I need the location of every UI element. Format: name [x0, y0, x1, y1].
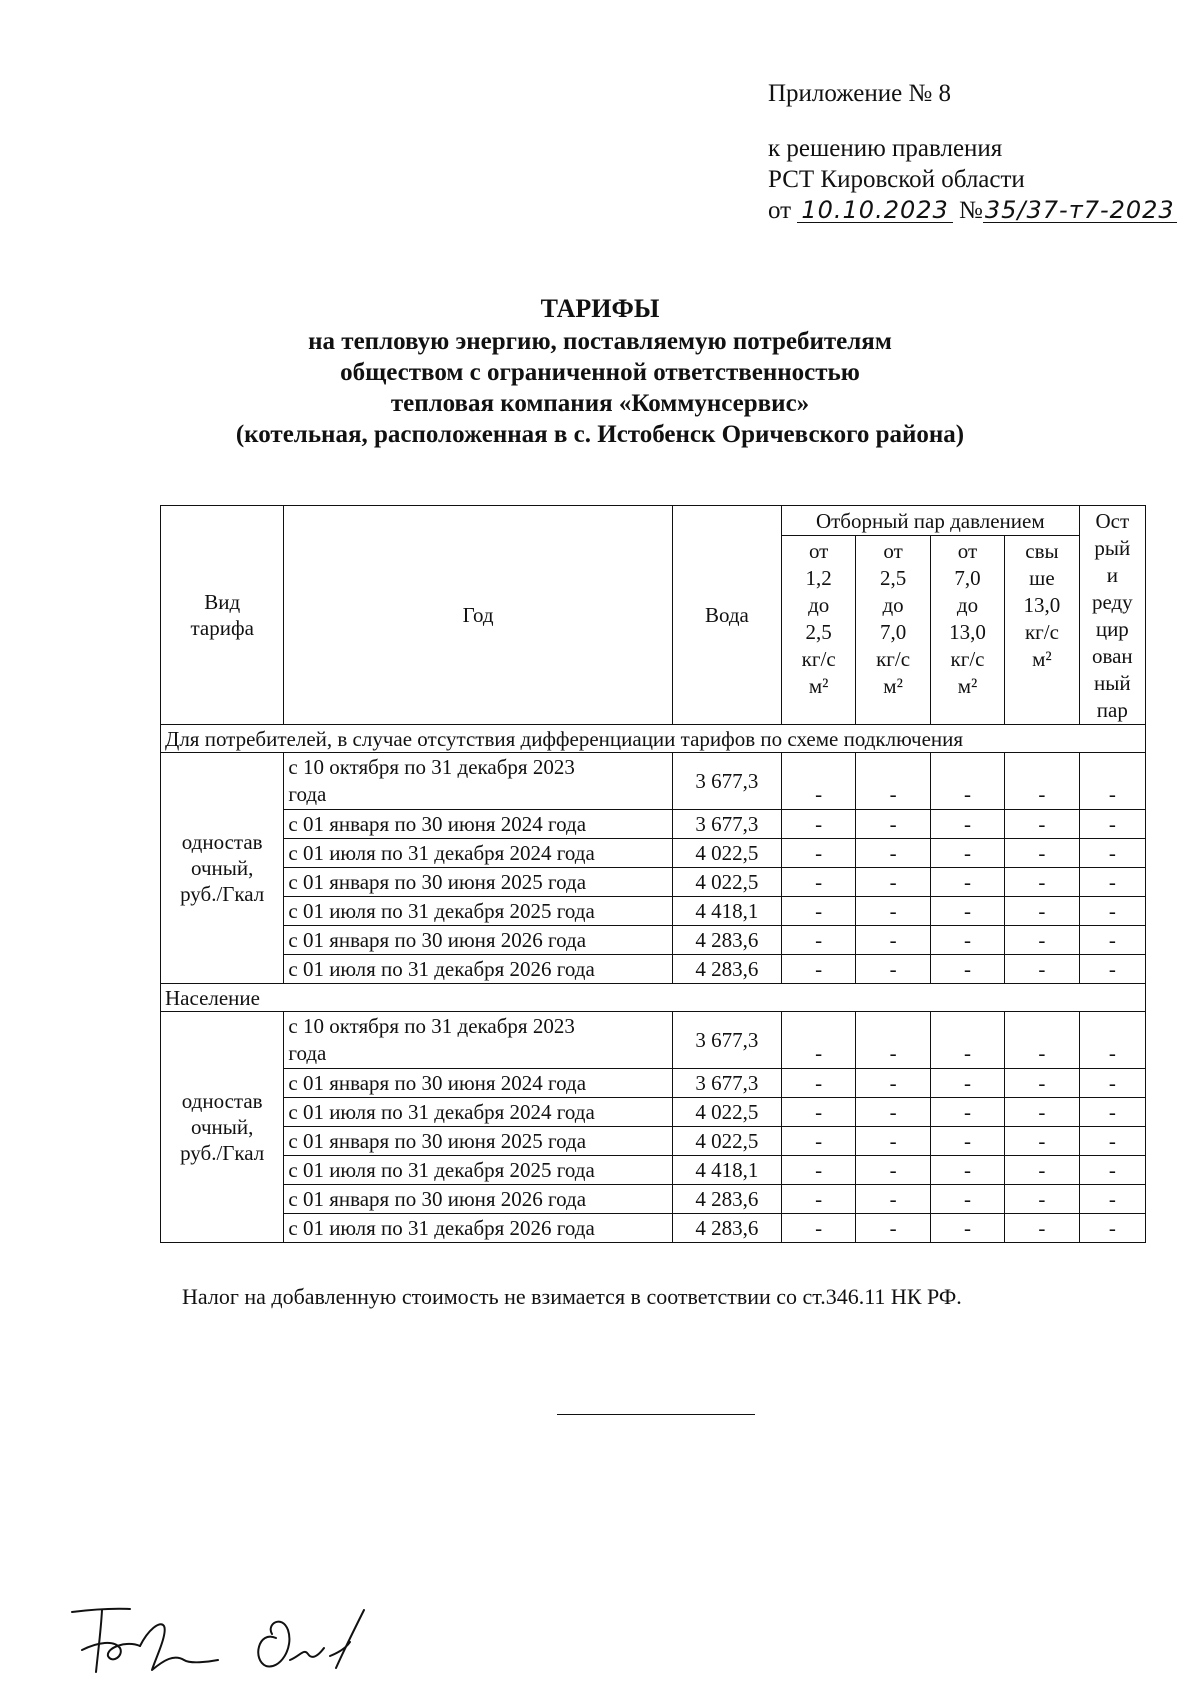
water-tariff-cell: 4 283,6: [672, 926, 781, 955]
steam-tariff-cell: -: [856, 1214, 930, 1243]
steam-tariff-cell: -: [930, 810, 1004, 839]
water-tariff-cell: 4 418,1: [672, 897, 781, 926]
tariff-type-line: очный,: [191, 856, 254, 880]
title-main: ТАРИФЫ: [540, 294, 660, 323]
steam-tariff-cell: -: [856, 955, 930, 984]
header-steam-line: 7,0: [954, 566, 981, 590]
steam-tariff-cell: -: [856, 926, 930, 955]
period-cell: [284, 1156, 672, 1185]
steam-tariff-cell: -: [856, 1127, 930, 1156]
header-ostry-line: цир: [1095, 617, 1129, 641]
appendix-number: Приложение № 8: [768, 80, 952, 107]
header-voda: Вода: [672, 506, 781, 725]
steam-tariff-cell: -: [930, 897, 1004, 926]
steam-tariff-cell: -: [856, 810, 930, 839]
header-ostry-line: и: [1106, 563, 1118, 587]
period-line: с 01 января по 30 июня 2025 года: [288, 869, 587, 894]
decision-date-line: [768, 195, 1177, 226]
steam-tariff-cell: -: [1005, 1185, 1079, 1214]
steam-tariff-cell: -: [781, 1127, 855, 1156]
period-cell: [284, 926, 672, 955]
header-steam-line: кг/с: [801, 647, 836, 671]
steam-tariff-cell: -: [930, 1156, 1004, 1185]
steam-tariff-cell: -: [856, 1185, 930, 1214]
steam-tariff-cell: -: [930, 839, 1004, 868]
header-steam-line: м²: [957, 674, 978, 698]
section-header-row: [161, 725, 1146, 753]
header-ostry-line: ный: [1094, 671, 1131, 695]
table-row: [161, 868, 1146, 897]
header-steam-line: 13,0: [949, 620, 986, 644]
steam-tariff-cell: -: [781, 1156, 855, 1185]
header-steam-line: от: [883, 539, 903, 563]
table-row: [161, 955, 1146, 984]
header-vid: [161, 506, 284, 725]
steam-tariff-cell: -: [1005, 1098, 1079, 1127]
period-line: с 10 октября по 31 декабря 2023: [288, 755, 575, 779]
period-cell: [284, 1069, 672, 1098]
steam-tariff-cell: -: [1005, 926, 1079, 955]
water-tariff-cell: 4 022,5: [672, 839, 781, 868]
period-line: с 01 июля по 31 декабря 2025 года: [288, 898, 595, 923]
steam-tariff-cell: -: [930, 1214, 1004, 1243]
header-steam-line: 1,2: [805, 566, 832, 590]
decision-date: 10.10.2023: [797, 198, 952, 223]
water-tariff-cell: 3 677,3: [672, 753, 781, 810]
table-row: [161, 839, 1146, 868]
water-tariff-cell: 3 677,3: [672, 1012, 781, 1069]
steam-tariff-cell: -: [781, 1214, 855, 1243]
header-steam-line: до: [956, 593, 979, 617]
steam-tariff-cell: -: [1005, 955, 1079, 984]
steam-tariff-cell: -: [1079, 868, 1145, 897]
title-line-1: на тепловую энергию, поставляемую потребителям: [308, 328, 892, 355]
header-steam-line: м²: [808, 674, 829, 698]
period-cell: [284, 1127, 672, 1156]
period-cell: [284, 839, 672, 868]
header-steam-4: [1005, 536, 1079, 725]
tariff-type-line: очный,: [191, 1115, 254, 1139]
steam-tariff-cell: -: [856, 1098, 930, 1127]
vat-footnote: Налог на добавленную стоимость не взимается в соответствии со ст.346.11 НК РФ.: [182, 1284, 962, 1309]
steam-tariff-cell: -: [1079, 1098, 1145, 1127]
header-steam-line: м²: [1032, 647, 1052, 671]
steam-tariff-cell: -: [1079, 1214, 1145, 1243]
header-steam-line: кг/с: [950, 647, 985, 671]
steam-tariff-cell: -: [781, 955, 855, 984]
header-ostry-line: Ост: [1095, 509, 1130, 533]
steam-tariff-cell: -: [930, 753, 1004, 810]
steam-tariff-cell: -: [1079, 753, 1145, 810]
tariff-type-line: руб./Гкал: [180, 1141, 265, 1165]
period-line: с 01 июля по 31 декабря 2026 года: [288, 956, 595, 981]
water-tariff-cell: 4 283,6: [672, 1185, 781, 1214]
header-ostry: [1079, 506, 1145, 725]
header-ostry-line: рый: [1094, 536, 1131, 560]
table-row: [161, 1098, 1146, 1127]
table-header-row: [161, 506, 1146, 536]
period-cell: [284, 868, 672, 897]
end-of-document-line: [557, 1414, 755, 1415]
steam-tariff-cell: -: [781, 1069, 855, 1098]
water-tariff-cell: 4 283,6: [672, 1214, 781, 1243]
table-row: [161, 1214, 1146, 1243]
period-line: с 01 января по 30 июня 2025 года: [288, 1128, 587, 1153]
period-line: с 01 января по 30 июня 2024 года: [288, 811, 587, 836]
steam-tariff-cell: -: [930, 1012, 1004, 1069]
header-steam-group: Отборный пар давлением: [781, 506, 1079, 536]
steam-tariff-cell: -: [781, 839, 855, 868]
period-line: года: [288, 1041, 327, 1065]
water-tariff-cell: 4 022,5: [672, 1098, 781, 1127]
period-line: с 01 января по 30 июня 2026 года: [288, 927, 587, 952]
steam-tariff-cell: -: [856, 868, 930, 897]
tariff-type-line: одностав: [181, 1089, 263, 1113]
header-steam-line: от: [957, 539, 978, 563]
steam-tariff-cell: -: [1079, 926, 1145, 955]
steam-tariff-cell: -: [781, 1185, 855, 1214]
table-row: [161, 926, 1146, 955]
tariff-type-line: одностав: [181, 830, 263, 854]
table-row: [161, 1156, 1146, 1185]
header-ostry-line: ован: [1091, 644, 1133, 668]
approval-header: [768, 78, 1177, 226]
header-steam-line: ше: [1029, 566, 1055, 590]
period-line: с 01 января по 30 июня 2024 года: [288, 1070, 587, 1095]
title-line-3: тепловая компания «Коммунсервис»: [390, 390, 810, 417]
steam-tariff-cell: -: [856, 839, 930, 868]
signature-image: [68, 1590, 428, 1680]
decision-number: 35/37-т7-2023: [984, 196, 1175, 224]
steam-tariff-cell: -: [781, 1012, 855, 1069]
steam-tariff-cell: -: [930, 1185, 1004, 1214]
header-steam-line: кг/с: [1024, 620, 1059, 644]
steam-tariff-cell: -: [1005, 753, 1079, 810]
steam-tariff-cell: -: [1079, 1185, 1145, 1214]
steam-tariff-cell: -: [1005, 810, 1079, 839]
header-ostry-line: реду: [1091, 590, 1133, 614]
period-cell: [284, 810, 672, 839]
period-cell: [284, 1012, 672, 1069]
steam-tariff-cell: -: [930, 1069, 1004, 1098]
steam-tariff-cell: -: [781, 753, 855, 810]
section-title: Население: [161, 984, 1146, 1012]
period-cell: [284, 1214, 672, 1243]
steam-tariff-cell: -: [781, 810, 855, 839]
period-cell: [284, 1185, 672, 1214]
tariffs-table: [160, 505, 1146, 1243]
title-line-2: обществом с ограниченной ответственностью: [340, 359, 860, 386]
header-steam-line: кг/с: [876, 647, 911, 671]
tariff-type-cell: [161, 753, 284, 984]
from-prefix: от: [768, 197, 792, 224]
steam-tariff-cell: -: [856, 1012, 930, 1069]
header-steam-line: 2,5: [879, 566, 907, 590]
period-cell: [284, 1098, 672, 1127]
steam-tariff-cell: -: [1005, 1069, 1079, 1098]
header-steam-line: свы: [1025, 539, 1059, 563]
header-steam-line: 2,5: [805, 620, 832, 644]
steam-tariff-cell: -: [930, 1127, 1004, 1156]
decision-line-1: к решению правления: [768, 135, 1003, 162]
steam-tariff-cell: -: [1005, 1156, 1079, 1185]
steam-tariff-cell: -: [781, 1098, 855, 1127]
steam-tariff-cell: -: [1005, 868, 1079, 897]
period-line: с 01 июля по 31 декабря 2025 года: [288, 1157, 595, 1182]
header-steam-2: [856, 536, 930, 725]
steam-tariff-cell: -: [1079, 810, 1145, 839]
water-tariff-cell: 4 022,5: [672, 1127, 781, 1156]
header-steam-line: 13,0: [1023, 593, 1061, 617]
steam-tariff-cell: -: [856, 1069, 930, 1098]
steam-tariff-cell: -: [1005, 839, 1079, 868]
period-line: с 01 января по 30 июня 2026 года: [288, 1186, 587, 1211]
table-row: [161, 1012, 1146, 1069]
table-row: [161, 1069, 1146, 1098]
section-header-row: [161, 984, 1146, 1012]
steam-tariff-cell: -: [1005, 1127, 1079, 1156]
table-row: [161, 810, 1146, 839]
period-line: с 01 июля по 31 декабря 2024 года: [288, 1099, 595, 1124]
water-tariff-cell: 4 283,6: [672, 955, 781, 984]
steam-tariff-cell: -: [781, 926, 855, 955]
header-vid-line: тарифа: [190, 616, 254, 640]
steam-tariff-cell: -: [1079, 839, 1145, 868]
steam-tariff-cell: -: [1079, 1012, 1145, 1069]
water-tariff-cell: 4 022,5: [672, 868, 781, 897]
steam-tariff-cell: -: [856, 1156, 930, 1185]
tariff-type-line: руб./Гкал: [180, 882, 265, 906]
steam-tariff-cell: -: [1079, 1069, 1145, 1098]
header-vid-line: Вид: [204, 590, 241, 614]
table-row: [161, 1185, 1146, 1214]
table-row: [161, 1127, 1146, 1156]
header-steam-line: до: [882, 593, 904, 617]
number-prefix: №: [959, 197, 983, 224]
header-steam-1: [781, 536, 855, 725]
water-tariff-cell: 3 677,3: [672, 1069, 781, 1098]
water-tariff-cell: 3 677,3: [672, 810, 781, 839]
steam-tariff-cell: -: [781, 897, 855, 926]
header-god: Год: [284, 506, 672, 725]
period-line: с 01 июля по 31 декабря 2026 года: [288, 1215, 595, 1240]
steam-tariff-cell: -: [930, 868, 1004, 897]
steam-tariff-cell: -: [1005, 897, 1079, 926]
water-tariff-cell: 4 418,1: [672, 1156, 781, 1185]
steam-tariff-cell: -: [1005, 1012, 1079, 1069]
period-cell: [284, 897, 672, 926]
steam-tariff-cell: -: [930, 955, 1004, 984]
steam-tariff-cell: -: [1005, 1214, 1079, 1243]
steam-tariff-cell: -: [856, 897, 930, 926]
header-steam-line: м²: [883, 674, 903, 698]
steam-tariff-cell: -: [1079, 1156, 1145, 1185]
steam-tariff-cell: -: [930, 926, 1004, 955]
steam-tariff-cell: -: [930, 1098, 1004, 1127]
period-line: года: [288, 782, 327, 806]
tariff-type-cell: [161, 1012, 284, 1243]
header-steam-line: от: [808, 539, 829, 563]
decision-line-2: РСТ Кировской области: [768, 166, 1025, 193]
period-cell: [284, 955, 672, 984]
steam-tariff-cell: -: [781, 868, 855, 897]
header-ostry-line: пар: [1096, 698, 1128, 722]
period-cell: [284, 753, 672, 810]
header-steam-line: 7,0: [879, 620, 907, 644]
header-steam-3: [930, 536, 1004, 725]
steam-tariff-cell: -: [856, 753, 930, 810]
period-line: с 01 июля по 31 декабря 2024 года: [288, 840, 595, 865]
section-title: Для потребителей, в случае отсутствия дифференциации тарифов по схеме подключения: [161, 725, 1146, 753]
document-title: [100, 293, 1100, 450]
title-line-4: (котельная, расположенная в с. Истобенск Оричевского района): [235, 421, 965, 448]
table-row: [161, 753, 1146, 810]
header-steam-line: до: [808, 593, 830, 617]
steam-tariff-cell: -: [1079, 955, 1145, 984]
steam-tariff-cell: -: [1079, 1127, 1145, 1156]
steam-tariff-cell: -: [1079, 897, 1145, 926]
period-line: с 10 октября по 31 декабря 2023: [288, 1014, 575, 1038]
table-row: [161, 897, 1146, 926]
